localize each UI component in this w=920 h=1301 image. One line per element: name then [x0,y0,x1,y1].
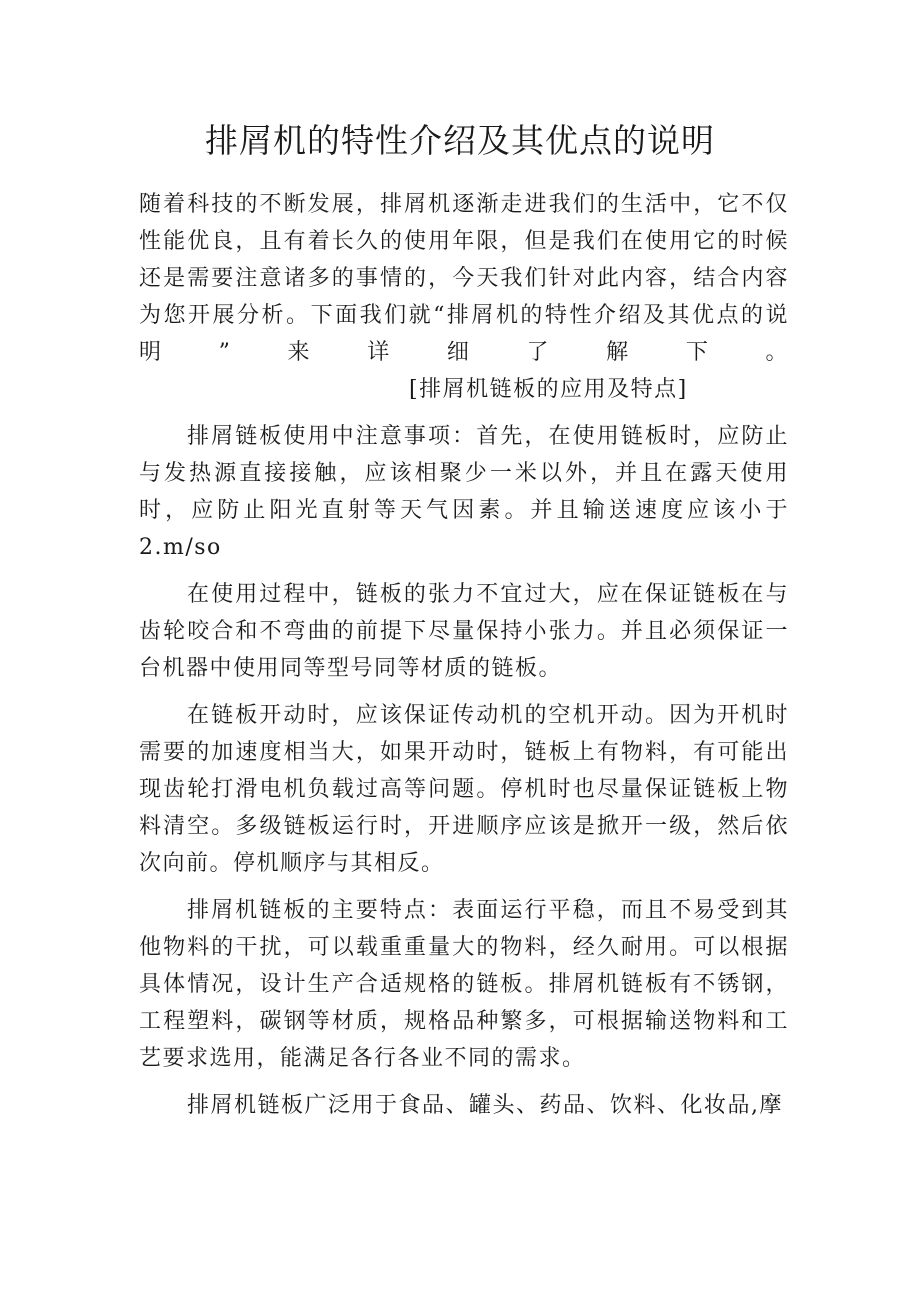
intro-text: 随着科技的不断发展，排屑机逐渐走进我们的生活中，它不仅性能优良，且有着长久的使用年限，但是我们在使用它的时候还是需要注意诸多的事情的，今天我们针对此内容，结合内容为您开展分析。下面我们就“排屑机的特性介绍及其优点的说明”来详细了解下。 [139,192,789,365]
document-title: 排屑机的特性介绍及其优点的说明 [205,121,715,160]
document-body [139,186,789,1134]
intro-paragraph [139,186,789,408]
paragraph-tension: 在使用过程中，链板的张力不宜过大，应在保证链板在与齿轮咬合和不弯曲的前提下尽量保持小张力。并且必须保证一台机器中使用同等型号同等材质的链板。 [139,582,789,681]
reference-link[interactable]: [排屑机链板的应用及特点] [409,377,688,402]
paragraph-startup: 在链板开动时，应该保证传动机的空机开动。因为开机时需要的加速度相当大，如果开动时，链板上有物料，有可能出现齿轮打滑电机负载过高等问题。停机时也尽量保证链板上物料清空。多级链板运行时，开进顺序应该是掀开一级，然后依次向前。停机顺序与其相反。 [139,703,789,876]
paragraph-features: 排屑机链板的主要特点：表面运行平稳，而且不易受到其他物料的干扰，可以载重重量大的物料，经久耐用。可以根据具体情况，设计生产合适规格的链板。排屑机链板有不锈钢，工程塑料，碳钢等材质，规格品种繁多，可根据输送物料和工艺要求选用，能满足各行各业不同的需求。 [139,898,789,1071]
paragraph-precautions: 排屑链板使用中注意事项：首先，在使用链板时，应防止与发热源直接接触，应该相聚少一米以外，并且在露天使用时，应防止阳光直射等天气因素。并且输送速度应该小于2.m/so [139,424,789,560]
paragraph-applications: 排屑机链板广泛用于食品、罐头、药品、饮料、化妆品,摩 [187,1093,783,1118]
